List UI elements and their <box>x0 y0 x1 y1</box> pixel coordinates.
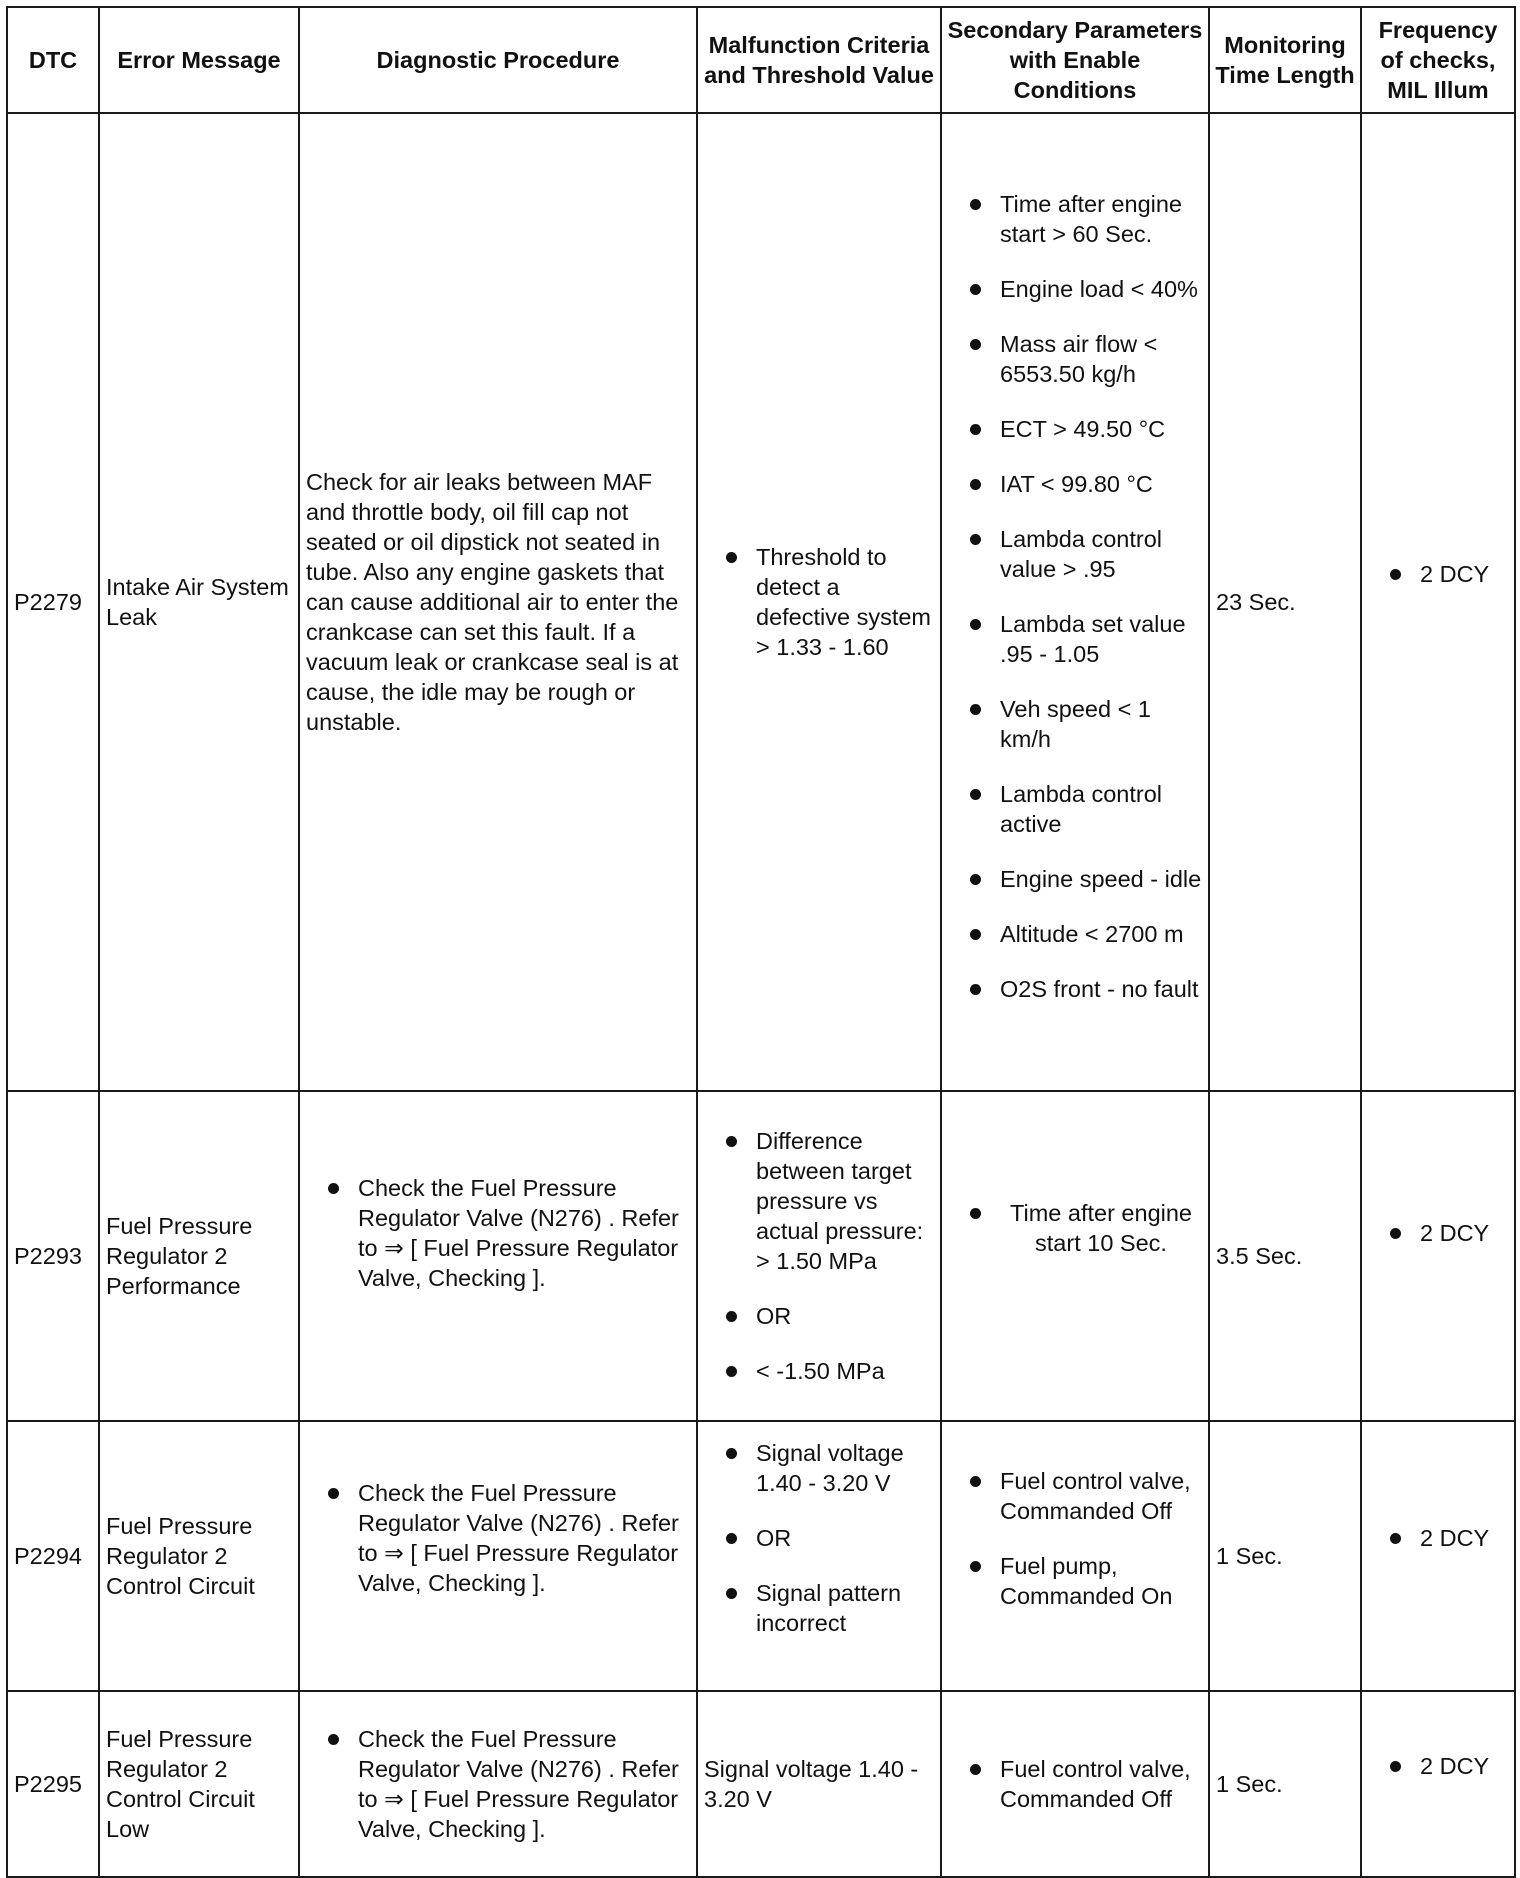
error-message: Fuel Pressure Regulator 2 Performance <box>99 1091 299 1421</box>
monitoring-time: 23 Sec. <box>1209 113 1361 1091</box>
secondary-item: Engine speed - idle <box>948 864 1202 894</box>
diagnostic-procedure: Check for air leaks between MAF and throttle body, oil fill cap not seated or oil dipstick not seated in tube. Also any engine gaskets that can cause additional air to enter the crankcase can set this fault. If a vacuum leak or crankcase seal is at cause, the idle may be rough or unstable. <box>299 113 697 1091</box>
secondary-item: IAT < 99.80 °C <box>948 469 1202 499</box>
secondary-item: Veh speed < 1 km/h <box>948 694 1202 754</box>
header-dtc: DTC <box>7 7 99 113</box>
error-message: Fuel Pressure Regulator 2 Control Circuit <box>99 1421 299 1691</box>
secondary-item: Fuel control valve, Commanded Off <box>948 1466 1202 1526</box>
procedure-item: Check the Fuel Pressure Regulator Valve (N276) . Refer to ⇒ [ Fuel Pressure Regulator Valve, Checking ]. <box>306 1173 690 1293</box>
secondary-item: Lambda control value > .95 <box>948 524 1202 584</box>
criteria-item: OR <box>704 1301 934 1331</box>
diagnostic-procedure <box>299 1421 697 1691</box>
procedure-item: Check the Fuel Pressure Regulator Valve (N276) . Refer to ⇒ [ Fuel Pressure Regulator Valve, Checking ]. <box>306 1724 690 1844</box>
secondary-item: Time after engine start 10 Sec. <box>948 1198 1202 1258</box>
criteria-item: Difference between target pressure vs actual pressure: > 1.50 MPa <box>704 1126 934 1276</box>
monitoring-time: 3.5 Sec. <box>1209 1091 1361 1421</box>
secondary-item: O2S front - no fault <box>948 974 1202 1004</box>
secondary-item: Altitude < 2700 m <box>948 919 1202 949</box>
secondary-item: ECT > 49.50 °C <box>948 414 1202 444</box>
secondary-parameters <box>941 1421 1209 1691</box>
malfunction-criteria <box>697 113 941 1091</box>
header-frequency: Frequency of checks, MIL Illum <box>1361 7 1515 113</box>
procedure-item: Check the Fuel Pressure Regulator Valve (N276) . Refer to ⇒ [ Fuel Pressure Regulator Valve, Checking ]. <box>306 1478 690 1598</box>
frequency-item: 2 DCY <box>1368 559 1508 589</box>
malfunction-criteria: Signal voltage 1.40 - 3.20 V <box>697 1691 941 1877</box>
header-diagnostic-procedure: Diagnostic Procedure <box>299 7 697 113</box>
monitoring-time: 1 Sec. <box>1209 1691 1361 1877</box>
dtc-code: P2294 <box>7 1421 99 1691</box>
criteria-item: OR <box>704 1523 934 1553</box>
criteria-item: Threshold to detect a defective system > 1.33 - 1.60 <box>704 542 934 662</box>
secondary-parameters <box>941 113 1209 1091</box>
criteria-item: Signal pattern incorrect <box>704 1578 934 1638</box>
secondary-item: Fuel control valve, Commanded Off <box>948 1754 1202 1814</box>
secondary-parameters <box>941 1091 1209 1421</box>
diagnostic-procedure <box>299 1091 697 1421</box>
secondary-item: Fuel pump, Commanded On <box>948 1551 1202 1611</box>
frequency <box>1361 1691 1515 1877</box>
table-row <box>7 1421 1515 1691</box>
secondary-item: Mass air flow < 6553.50 kg/h <box>948 329 1202 389</box>
error-message: Intake Air System Leak <box>99 113 299 1091</box>
table-row <box>7 1091 1515 1421</box>
header-monitoring-time: Monitoring Time Length <box>1209 7 1361 113</box>
monitoring-time: 1 Sec. <box>1209 1421 1361 1691</box>
error-message: Fuel Pressure Regulator 2 Control Circuit Low <box>99 1691 299 1877</box>
header-error-message: Error Message <box>99 7 299 113</box>
secondary-item: Lambda set value .95 - 1.05 <box>948 609 1202 669</box>
malfunction-criteria <box>697 1091 941 1421</box>
dtc-document <box>6 6 1514 1878</box>
dtc-code: P2279 <box>7 113 99 1091</box>
frequency-item: 2 DCY <box>1368 1751 1508 1781</box>
secondary-item: Lambda control active <box>948 779 1202 839</box>
secondary-item: Engine load < 40% <box>948 274 1202 304</box>
secondary-item: Time after engine start > 60 Sec. <box>948 189 1202 249</box>
header-row <box>7 7 1515 113</box>
criteria-item: Signal voltage 1.40 - 3.20 V <box>704 1438 934 1498</box>
frequency <box>1361 1091 1515 1421</box>
criteria-item: < -1.50 MPa <box>704 1356 934 1386</box>
frequency <box>1361 113 1515 1091</box>
malfunction-criteria <box>697 1421 941 1691</box>
table-row <box>7 1691 1515 1877</box>
dtc-table <box>6 6 1516 1878</box>
diagnostic-procedure <box>299 1691 697 1877</box>
table-row <box>7 113 1515 1091</box>
frequency-item: 2 DCY <box>1368 1523 1508 1553</box>
dtc-code: P2293 <box>7 1091 99 1421</box>
dtc-code: P2295 <box>7 1691 99 1877</box>
header-secondary-parameters: Secondary Parameters with Enable Conditions <box>941 7 1209 113</box>
frequency-item: 2 DCY <box>1368 1218 1508 1248</box>
header-malfunction-criteria: Malfunction Criteria and Threshold Value <box>697 7 941 113</box>
frequency <box>1361 1421 1515 1691</box>
secondary-parameters <box>941 1691 1209 1877</box>
